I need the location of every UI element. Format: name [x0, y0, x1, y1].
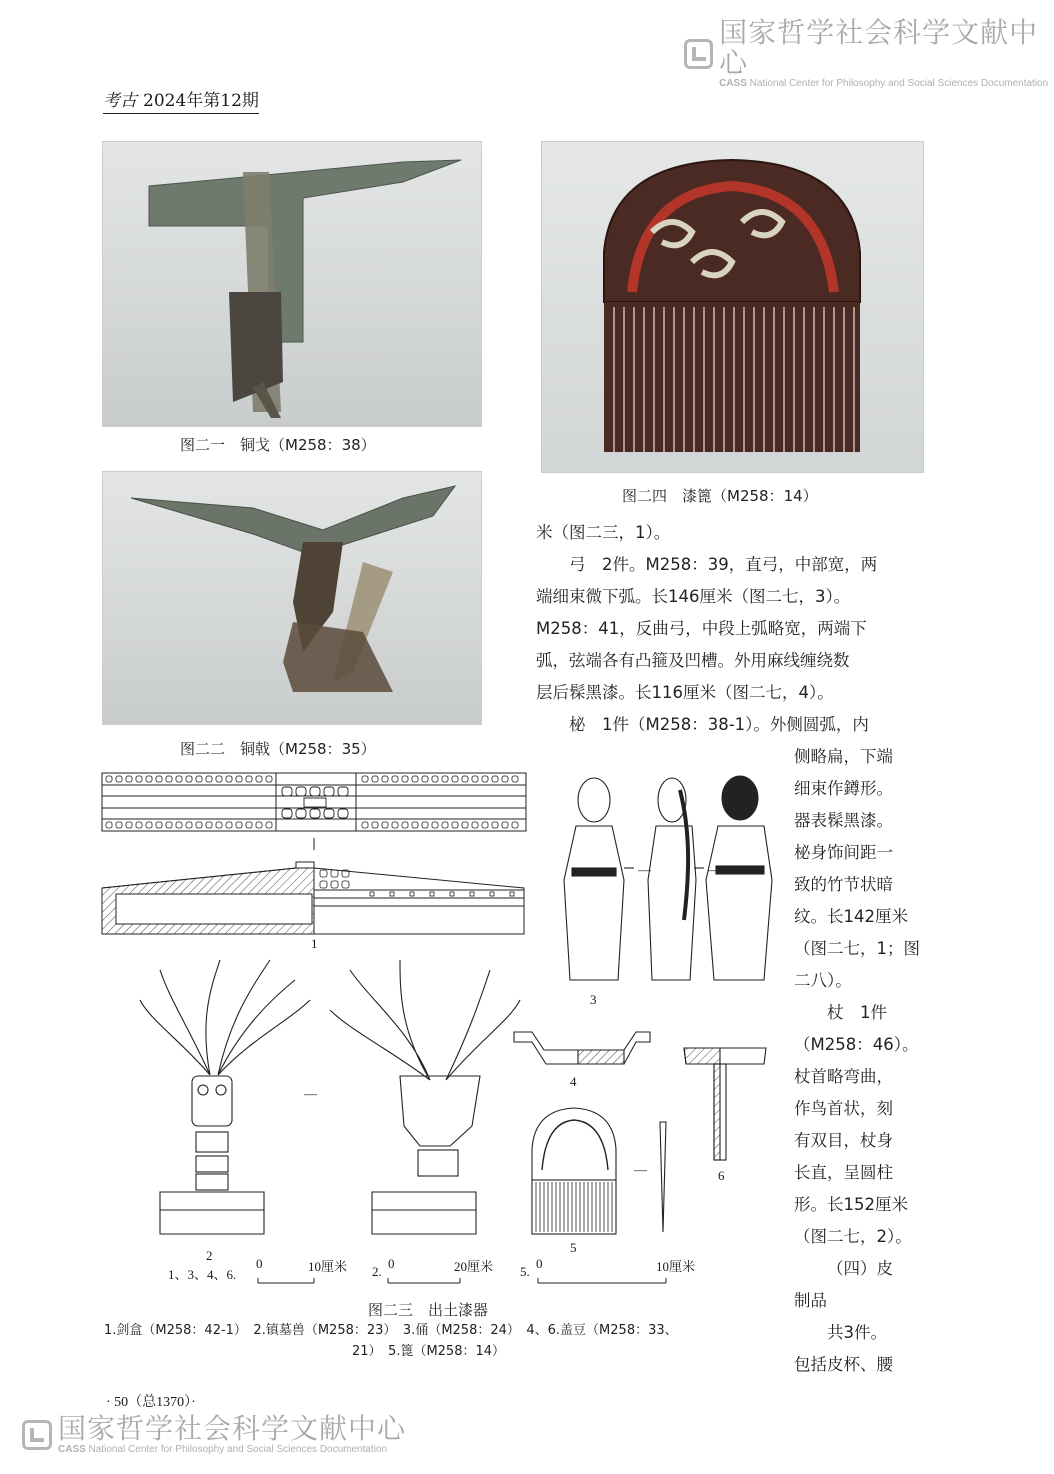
watermark-name-en: National Center for Philosophy and Social Sciences Documentation [88, 1444, 388, 1455]
scale-bars [258, 1278, 666, 1283]
text-line: 纹。长142厘米 [794, 907, 908, 926]
fig23-legend [104, 1320, 784, 1362]
text-line: 二八）。 [794, 971, 852, 990]
page-number: · 50（总1370）· [106, 1395, 196, 1410]
text-line: （M258：46）。 [794, 1035, 919, 1054]
text-line: 杖 1件 [827, 1003, 887, 1022]
text-line: 制品 [794, 1291, 827, 1310]
scale-1-label [168, 1256, 348, 1283]
fig24-caption: 图二四 漆篦（M258：14） [622, 487, 818, 505]
fig23-label-4: 4 [570, 1074, 577, 1089]
lidded-dou-4 [514, 1032, 650, 1064]
text-line: 弧，弦端各有凸箍及凹槽。外用麻线缠绕数 [536, 651, 850, 670]
watermark-top [684, 18, 1054, 90]
watermark-abbr: CASS [719, 78, 747, 89]
text-line: 作鸟首状，刻 [794, 1099, 893, 1118]
fig23-label-5: 5 [570, 1240, 577, 1255]
watermark-name-cn: 国家哲学社会科学文献中心 [719, 16, 1039, 79]
watermark-bottom [22, 1414, 406, 1456]
fig23-view-dash: — [634, 1162, 647, 1177]
running-header [103, 86, 259, 114]
text-line: 侧略扁，下端 [794, 747, 893, 766]
photo-lacquer-comb [541, 141, 924, 473]
lidded-dou-6 [684, 1048, 766, 1160]
text-line: 层后髹黑漆。长116厘米（图二七，4）。 [536, 683, 834, 702]
tomb-guardian-drawing [140, 960, 520, 1234]
scale-prefix: 2. [372, 1264, 382, 1279]
fig23-label-1: 1 [311, 936, 318, 951]
photo-bronze-ge [102, 141, 482, 427]
fig23-label-3: 3 [590, 992, 597, 1007]
text-line: （图二七，2）。 [794, 1227, 912, 1246]
legend-line: 1.剑盒（M258：42-1） 2.镇墓兽（M258：23） 3.俑（M258：24） 4、6.盖豆（M258：33、 [104, 1323, 678, 1338]
fig23-view-dash: — [304, 1086, 317, 1101]
scale-zero: 0 [536, 1256, 543, 1271]
text-line: （图二七，1；图 [794, 939, 920, 958]
body-text-upper [536, 517, 926, 741]
text-line: 包括皮杯、腰 [794, 1355, 893, 1374]
cass-logo-icon [684, 39, 713, 69]
body-text-narrow [794, 741, 934, 1381]
scale-prefix: 1、3、4、6. [168, 1267, 237, 1282]
text-line: 柲身饰间距一 [794, 843, 893, 862]
sword-box-top-view [102, 773, 526, 831]
text-line: 长直，呈圆柱 [794, 1163, 893, 1182]
photo-bronze-ji [102, 471, 482, 725]
text-line: 米（图二三，1）。 [536, 523, 671, 542]
watermark-name-cn: 国家哲学社会科学文献中心 [58, 1412, 407, 1445]
scale-end: 10厘米 [656, 1259, 696, 1274]
sword-box-section [102, 838, 524, 934]
fig23-line-drawings [100, 770, 790, 1290]
fig22-caption: 图二二 铜戟（M258：35） [180, 740, 376, 758]
legend-line: 21） 5.篦（M258：14） [352, 1344, 506, 1359]
fig23-view-dash: — [638, 862, 651, 877]
text-line: 杖首略弯曲， [794, 1067, 893, 1086]
scale-zero: 0 [388, 1256, 395, 1271]
journal-name: 考古 [103, 91, 137, 111]
scale-end: 10厘米 [308, 1259, 348, 1274]
scale-5-label [520, 1256, 696, 1280]
cass-logo-icon [22, 1420, 52, 1450]
text-line: 细束作鐏形。 [794, 779, 893, 798]
scale-2-label [372, 1256, 494, 1280]
fig23-view-dash: — [708, 862, 721, 877]
figurine-drawing [564, 776, 772, 980]
text-line: 柲 1件（M258：38-1）。外侧圆弧，内 [569, 715, 869, 734]
scale-end: 20厘米 [454, 1259, 494, 1274]
text-line: 共3件。 [827, 1323, 887, 1342]
fig23-label-6: 6 [718, 1168, 725, 1183]
text-line: 形。长152厘米 [794, 1195, 908, 1214]
fig23-label-2: 2 [206, 1248, 213, 1263]
text-line: 器表髹黑漆。 [794, 811, 893, 830]
fig23-caption: 图二三 出土漆器 [368, 1301, 489, 1319]
text-line: 致的竹节状暗 [794, 875, 893, 894]
scale-zero: 0 [256, 1256, 263, 1271]
issue: 2024年第12期 [143, 91, 259, 111]
text-line: 弓 2件。M258：39，直弓，中部宽，两 [569, 555, 878, 574]
text-line: （四）皮 [827, 1259, 893, 1278]
text-line: 有双目，杖身 [794, 1131, 893, 1150]
scale-prefix: 5. [520, 1264, 530, 1279]
watermark-name-en: National Center for Philosophy and Social Sciences Documentation [749, 78, 1049, 89]
watermark-abbr: CASS [58, 1444, 86, 1455]
text-line: 端细束微下弧。长146厘米（图二七，3）。 [536, 587, 851, 606]
fig21-caption: 图二一 铜戈（M258：38） [180, 436, 376, 454]
text-line: M258：41，反曲弓，中段上弧略宽，两端下 [536, 619, 867, 638]
